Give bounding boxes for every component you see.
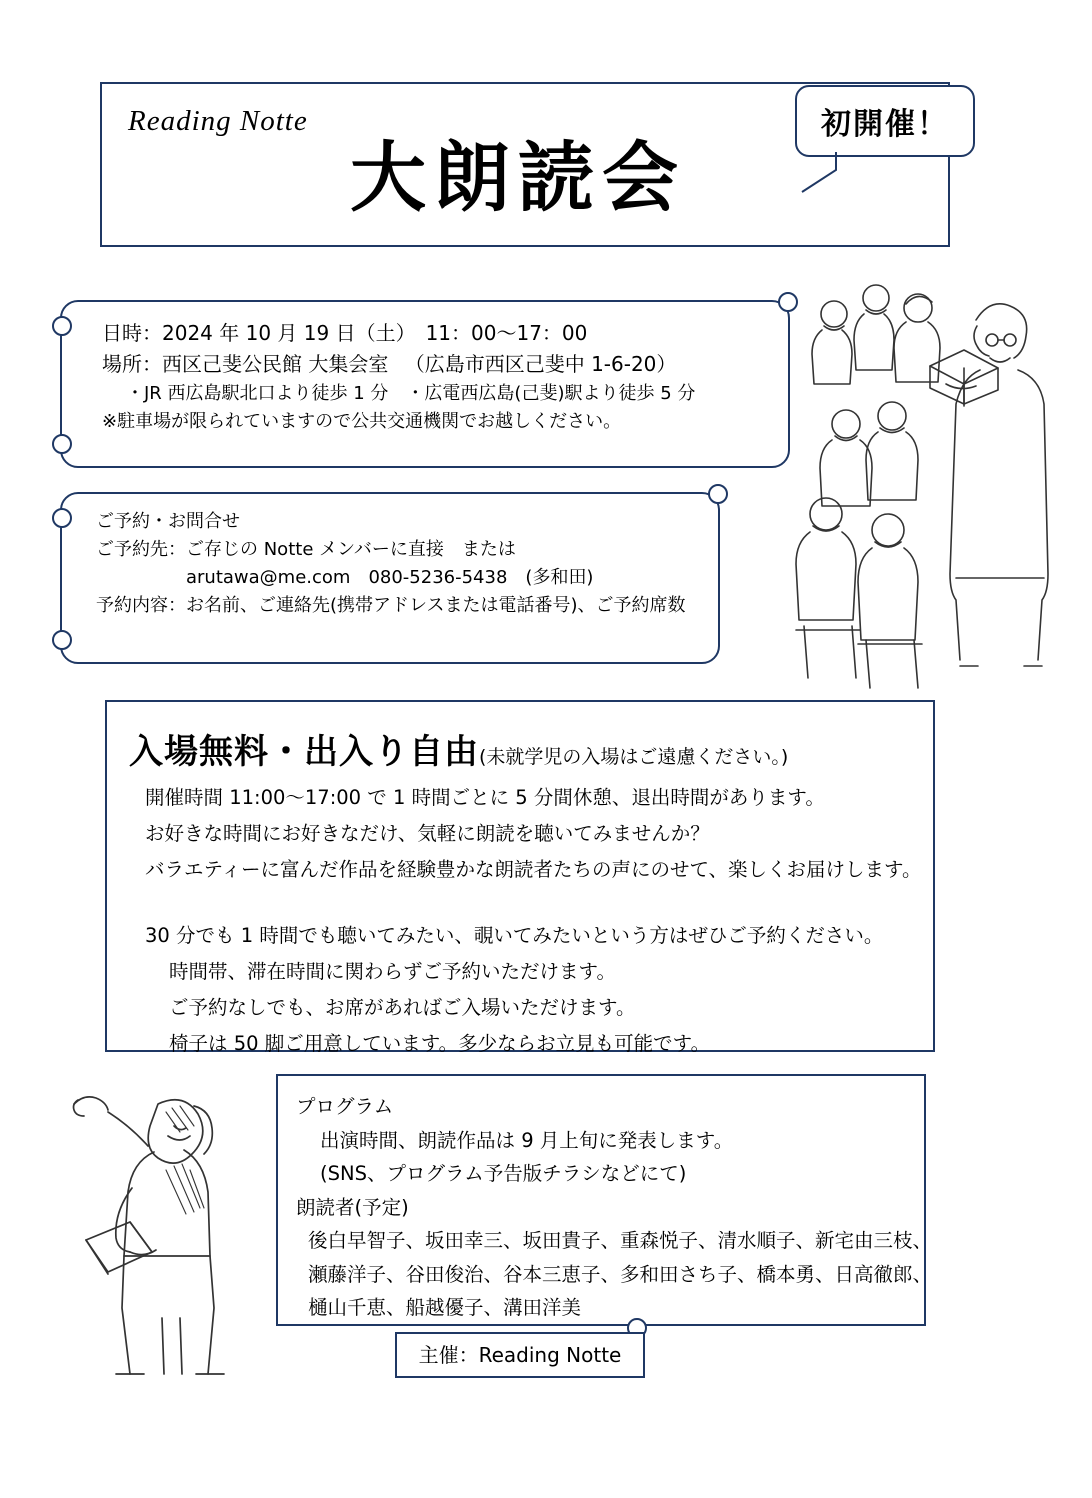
box-nub-icon: [52, 434, 72, 454]
program-heading: プログラム: [296, 1095, 394, 1118]
free-line-3: バラエティーに富んだ作品を経験豊かな朗読者たちの声にのせて、楽しくお届けします。: [145, 858, 922, 882]
readers-line-2: 瀬藤洋子、谷田俊治、谷本三恵子、多和田さち子、橋本勇、日高徹郎、: [308, 1262, 933, 1286]
contact-email-phone: arutawa@me.com 080-5236-5438 (多和田): [96, 566, 594, 588]
box-nub-icon: [52, 316, 72, 336]
contact-method: ご予約先：ご存じの Notte メンバーに直接 または: [96, 538, 516, 560]
first-time-badge-label: 初開催！: [821, 107, 949, 142]
event-parking-note: ※駐車場が限られていますので公共交通機関でお越しください。: [102, 410, 622, 432]
free-line-1: 開催時間 11:00〜17:00 で 1 時間ごとに 5 分間休憩、退出時間があります。: [145, 786, 825, 809]
host-label: 主催：Reading Notte: [418, 1342, 622, 1367]
event-venue: 場所：西区己斐公民館 大集会室 （広島市西区己斐中 1-6-20）: [102, 352, 677, 376]
standing-reader-illustration: [62, 1078, 277, 1378]
readers-heading: 朗読者(予定): [296, 1195, 409, 1219]
host-box: [395, 1332, 645, 1378]
free-admission-heading-note: (未就学児の入場はご遠慮ください。): [479, 746, 789, 768]
page-title: 大朗読会: [350, 133, 686, 222]
group-of-listeners-illustration: [780, 278, 1070, 698]
free-admission-box: [105, 700, 935, 1056]
reserve-line-1: 30 分でも 1 時間でも聴いてみたい、覗いてみたいという方はぜひご予約ください。: [145, 924, 884, 948]
spacer: [145, 888, 922, 918]
event-details-box: [60, 300, 790, 468]
program-line-1: 出演時間、朗読作品は 9 月上旬に発表します。: [320, 1128, 734, 1152]
box-nub-icon: [52, 508, 72, 528]
box-nub-icon: [708, 484, 728, 504]
first-time-badge: [795, 85, 975, 157]
program-box: [276, 1074, 933, 1326]
event-datetime: 日時：2024 年 10 月 19 日（土） 11：00〜17：00: [102, 321, 588, 345]
free-admission-heading: [129, 724, 788, 773]
title-latin: Reading Notte: [128, 105, 308, 137]
program-line-2: (SNS、プログラム予告版チラシなどにて): [320, 1162, 687, 1186]
reservation-info-required: 予約内容：お名前、ご連絡先(携帯アドレスまたは電話番号)、ご予約席数: [96, 594, 686, 616]
readers-line-3: 樋山千恵、船越優子、溝田洋美: [308, 1296, 582, 1320]
contact-heading: ご予約・お問合せ: [96, 511, 240, 532]
readers-line-1: 後白早智子、坂田幸三、坂田貴子、重森悦子、清水順子、新宅由三枝、: [308, 1229, 933, 1253]
event-access: ・JR 西広島駅北口より徒歩 1 分 ・広電西広島(己斐)駅より徒歩 5 分: [126, 383, 696, 404]
box-nub-icon: [52, 630, 72, 650]
reserve-line-2: 時間帯、滞在時間に関わらずご予約いただけます。: [169, 960, 616, 984]
free-line-2: お好きな時間にお好きなだけ、気軽に朗読を聴いてみませんか？: [145, 822, 710, 846]
reserve-line-3: ご予約なしでも、お席があればご入場いただけます。: [169, 996, 636, 1020]
reserve-line-4: 椅子は 50 脚ご用意しています。多少ならお立見も可能です。: [169, 1032, 711, 1056]
reservation-contact-box: [60, 492, 720, 664]
badge-tail-icon: [800, 152, 840, 194]
free-admission-heading-text: 入場無料・出入り自由: [129, 732, 479, 772]
